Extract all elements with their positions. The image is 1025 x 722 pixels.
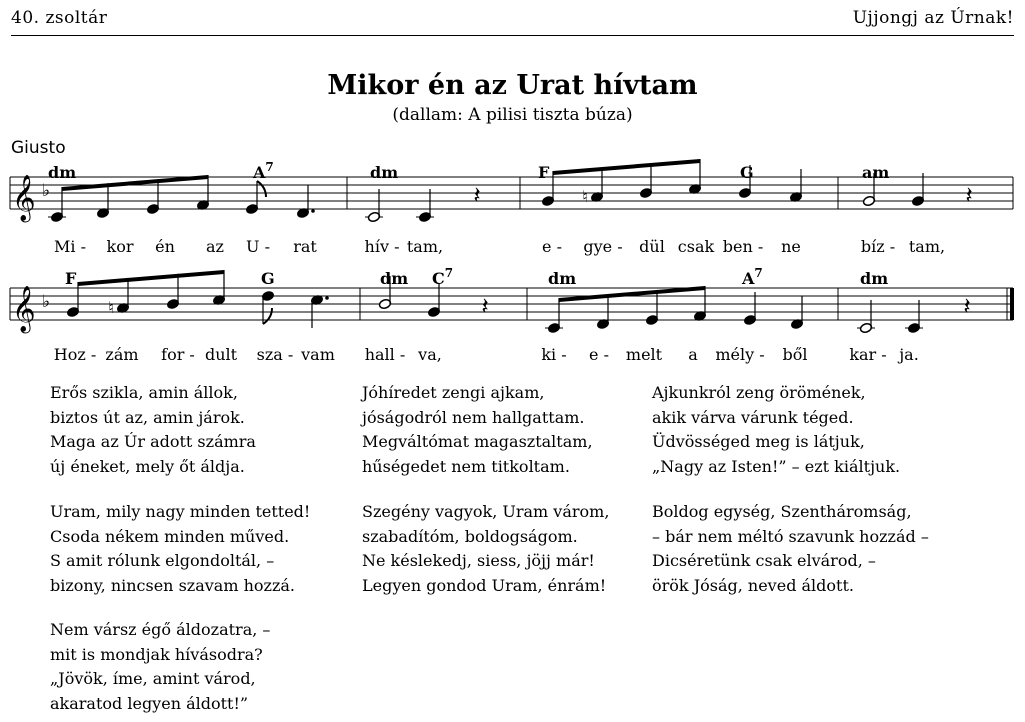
lyric-syllable: csak [677, 237, 715, 256]
chord-root: F [538, 163, 550, 182]
song-title: Mikor én az Urat hívtam [327, 70, 698, 101]
lyric-syllable: ben - [722, 237, 764, 256]
flat-key-signature-icon: ♭ [42, 292, 51, 312]
quarter-rest-icon: 𝄽 [963, 292, 971, 320]
note-beam [553, 159, 700, 175]
chord-symbol [48, 163, 76, 182]
augmentation-dot [325, 296, 329, 300]
chord-root: dm [370, 163, 399, 182]
chord-symbol [370, 163, 398, 182]
chord-root: A [253, 163, 266, 182]
verse-line: Üdvösséged meg is látjuk, [652, 432, 865, 451]
chord-symbol [65, 269, 77, 288]
lyric-syllable: én [155, 237, 175, 256]
lyric-syllable: kar - [849, 345, 887, 364]
quarter-rest-icon: 𝄽 [473, 181, 481, 209]
lyric-syllable: zám [105, 345, 139, 364]
lyric-syllable: e - [542, 237, 562, 256]
lyric-syllable: sza - [256, 345, 294, 364]
verse-line: új éneket, mely őt áldja. [50, 456, 245, 476]
lyric-syllable: ja. [899, 345, 919, 364]
running-header-left: 40. zsoltár [11, 8, 108, 28]
verse-line: – bár nem méltó szavunk hozzád – [652, 526, 929, 546]
verse-line: biztos út az, amin járok. [50, 407, 245, 427]
lyric-syllable: az [206, 237, 224, 256]
lyric-syllable: U - [246, 237, 270, 256]
lyric-syllable: tam, [908, 237, 946, 256]
note-beam [78, 270, 224, 286]
lyric-syllable: Hoz - [53, 345, 97, 364]
verse-line: bizony, nincsen szavam hozzá. [50, 575, 296, 595]
verse-line: szabadítóm, boldogságom. [362, 526, 578, 546]
song-subtitle: (dallam: A pilisi tiszta búza) [392, 105, 633, 125]
verse-block [50, 618, 270, 716]
verse-line: Dicséretünk csak elvárod, – [652, 551, 876, 570]
verse-line: „Jövök, íme, amint várod, [50, 669, 256, 688]
chord-extension: 7 [754, 266, 763, 280]
chord-symbol [538, 163, 550, 182]
lyric-syllable: kor [106, 237, 134, 256]
natural-sign-icon: ♮ [108, 298, 114, 317]
treble-clef-icon: 𝄞 [12, 286, 36, 332]
chord-symbol [432, 266, 453, 288]
verse-line: Ajkunkról zeng örömének, [652, 383, 866, 402]
lyric-syllable: for - [161, 345, 195, 364]
lyric-syllable: melt [625, 345, 663, 364]
note-flag [263, 308, 272, 324]
verse-line: Jóhíredet zengi ajkam, [362, 383, 545, 402]
verse-line: örök Jóság, neved áldott. [652, 575, 854, 595]
chord-root: G [261, 269, 275, 288]
chord-extension: 7 [265, 160, 274, 174]
verse-line: Legyen gondod Uram, énrám! [362, 575, 607, 595]
lyric-syllable: ki - [541, 345, 567, 364]
chord-symbol [741, 266, 763, 288]
lyric-syllable: hall - [364, 345, 406, 364]
verse-line: Boldog egység, Szentháromság, [652, 502, 912, 521]
chord-root: C [432, 269, 445, 288]
chord-symbol [862, 163, 889, 182]
chord-symbol [860, 269, 888, 288]
chord-symbol [548, 269, 576, 288]
note-flag [257, 181, 266, 197]
lyric-syllable: rat [293, 237, 317, 256]
verse-line: Szegény vagyok, Uram várom, [362, 502, 610, 521]
chord-root: A [742, 269, 755, 288]
verse-line: S amit rólunk elgondoltál, – [50, 551, 275, 570]
verse-line: Ne késlekedj, siess, jöjj már! [362, 551, 595, 570]
lyric-syllable: Mi - [54, 237, 86, 256]
lyric-syllable: gye - [583, 237, 623, 256]
chord-root: F [65, 269, 77, 288]
verse-block [652, 381, 900, 479]
chord-symbol [380, 269, 408, 288]
chord-extension: 7 [444, 266, 454, 280]
lyric-syllable: dül [639, 237, 665, 256]
verse-line: jóságodról nem hallgattam. [362, 407, 585, 427]
lyric-syllable: hív - [364, 237, 400, 256]
quarter-rest-icon: 𝄽 [965, 181, 973, 209]
verse-line: mit is mondjak hívásodra? [50, 644, 263, 664]
verse-block [50, 500, 310, 598]
chord-root: dm [380, 269, 409, 288]
treble-clef-icon: 𝄞 [12, 175, 36, 221]
lyric-syllable: e - [589, 345, 609, 364]
verse-line: „Nagy az Isten!” – ezt kiáltjuk. [652, 456, 901, 476]
verse-block [50, 381, 256, 479]
verse-line: akaratod legyen áldott!” [50, 693, 249, 713]
verse-block [362, 500, 609, 598]
flat-key-signature-icon: ♭ [42, 181, 51, 201]
verse-block [362, 381, 593, 479]
running-header-right: Ujjongj az Úrnak! [852, 8, 1014, 28]
chord-root: G [740, 163, 754, 182]
natural-sign-icon: ♮ [582, 187, 588, 206]
chord-root: dm [48, 163, 77, 182]
lyric-syllable: va, [418, 345, 442, 364]
chord-symbol [261, 269, 275, 288]
verse-line: Megváltómat magasztaltam, [362, 432, 593, 451]
verse-line: Erős szikla, amin állok, [50, 383, 238, 402]
lyric-syllable: mély - [715, 345, 765, 364]
chord-root: am [862, 163, 890, 182]
verse-line: Nem vársz égő áldozatra, – [50, 620, 271, 639]
verse-line: akik várva várunk téged. [652, 407, 854, 427]
verse-line: Maga az Úr adott számra [50, 432, 256, 451]
lyric-syllable: bíz - [860, 237, 896, 256]
chord-root: dm [548, 269, 577, 288]
chord-symbol [740, 163, 754, 182]
chord-symbol [252, 160, 274, 182]
tempo-marking: Giusto [11, 138, 66, 158]
augmentation-dot [311, 209, 315, 213]
lyric-syllable: dult [204, 345, 238, 364]
lyric-syllable: a [688, 345, 698, 364]
verse-line: hűségedet nem titkoltam. [362, 456, 570, 476]
lyric-syllable: vam [301, 345, 335, 364]
lyric-syllable: ből [782, 345, 808, 364]
verse-block [652, 500, 929, 598]
chord-root: dm [860, 269, 889, 288]
verse-line: Uram, mily nagy minden tetted! [50, 502, 311, 521]
final-bar-thick [1010, 288, 1014, 320]
lyric-syllable: tam, [406, 237, 444, 256]
lyric-syllable: ne [781, 237, 801, 256]
verse-line: Csoda nékem minden műved. [50, 526, 290, 546]
quarter-rest-icon: 𝄽 [481, 292, 489, 320]
